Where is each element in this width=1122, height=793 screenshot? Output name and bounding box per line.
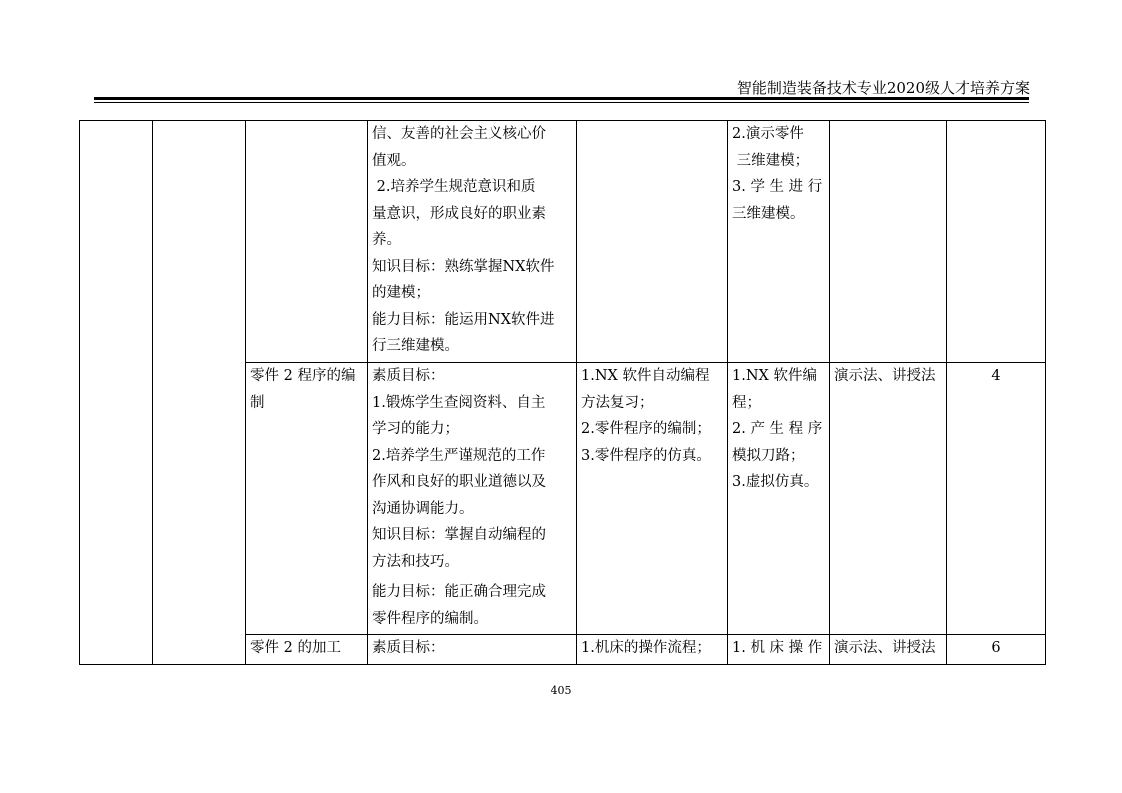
method-cell [830, 121, 947, 363]
objectives-cell [368, 121, 577, 363]
activities-cell [728, 635, 830, 665]
course-plan-table [79, 120, 1046, 665]
hours-cell: 6 [947, 635, 1046, 665]
objective-line: 2.培养学生规范意识和质 [372, 179, 536, 195]
activity-line: 三维建模。 [732, 205, 805, 222]
method-cell: 演示法、讲授法 [830, 635, 947, 665]
task-cell: 零件 2 程序的编制 [246, 363, 368, 635]
content-line: 3.零件程序的仿真。 [581, 447, 711, 464]
objective-line: 学习的能力； [372, 421, 459, 437]
project-cell [153, 121, 246, 665]
objective-line: 能力目标：能正确合理完成 [372, 584, 546, 600]
objectives-cell [368, 635, 577, 665]
page-number: 405 [550, 684, 572, 697]
header-rule-thin [94, 102, 1029, 103]
task-cell [246, 121, 368, 363]
content-line: 1.机床的操作流程； [581, 640, 711, 656]
objective-line: 知识目标：掌握自动编程的 [372, 527, 546, 543]
content-line: 方法复习； [581, 394, 654, 411]
table-row [80, 121, 1046, 363]
content-cell [577, 121, 728, 363]
activities-cell [728, 121, 830, 363]
activities-cell [728, 363, 830, 635]
objectives-cell [368, 363, 577, 635]
objective-line: 知识目标：熟练掌握NX软件 [372, 258, 555, 275]
module-cell [80, 121, 153, 665]
activity-line: 1.NX 软件编 [732, 368, 817, 384]
objective-line: 2.培养学生严谨规范的工作 [372, 447, 546, 464]
method-cell: 演示法、讲授法 [830, 363, 947, 635]
activity-line: 2.演示零件 [732, 126, 804, 142]
objective-line: 值观。 [372, 152, 416, 169]
header-rule-thick [94, 97, 1029, 100]
activity-line: 三维建模； [732, 152, 810, 169]
hours-cell: 4 [947, 363, 1046, 635]
objective-line: 能力目标：能运用NX软件进 [372, 311, 555, 328]
activity-line: 2. 产 生 程 序 [732, 421, 823, 437]
objective-line: 作风和良好的职业道德以及 [372, 474, 546, 490]
activity-line: 3. 学 生 进 行 [732, 179, 823, 195]
content-cell [577, 635, 728, 665]
content-cell [577, 363, 728, 635]
objective-line: 的建模； [372, 285, 430, 301]
content-line: 2.零件程序的编制； [581, 421, 711, 437]
objective-line: 养。 [372, 232, 401, 248]
objective-line: 量意识，形成良好的职业素 [372, 205, 546, 222]
activity-line: 模拟刀路； [732, 447, 805, 464]
objective-line: 方法和技巧。 [372, 553, 459, 570]
objective-line: 1.锻炼学生查阅资料、自主 [372, 394, 546, 411]
content-line: 1.NX 软件自动编程 [581, 368, 710, 384]
objective-line: 行三维建模。 [372, 338, 459, 354]
hours-cell [947, 121, 1046, 363]
objective-line: 素质目标： [372, 368, 445, 384]
objective-line: 沟通协调能力。 [372, 500, 474, 517]
objective-line: 零件程序的编制。 [372, 610, 488, 627]
activity-line: 程； [732, 394, 761, 411]
task-cell: 零件 2 的加工 [246, 635, 368, 665]
objective-line: 素质目标： [372, 640, 445, 656]
header-title: 智能制造装备技术专业2020级人才培养方案 [736, 79, 1030, 97]
activity-line: 1. 机 床 操 作 [732, 640, 823, 656]
activity-line: 3.虚拟仿真。 [732, 474, 819, 490]
objective-line: 信、友善的社会主义核心价 [372, 126, 546, 142]
